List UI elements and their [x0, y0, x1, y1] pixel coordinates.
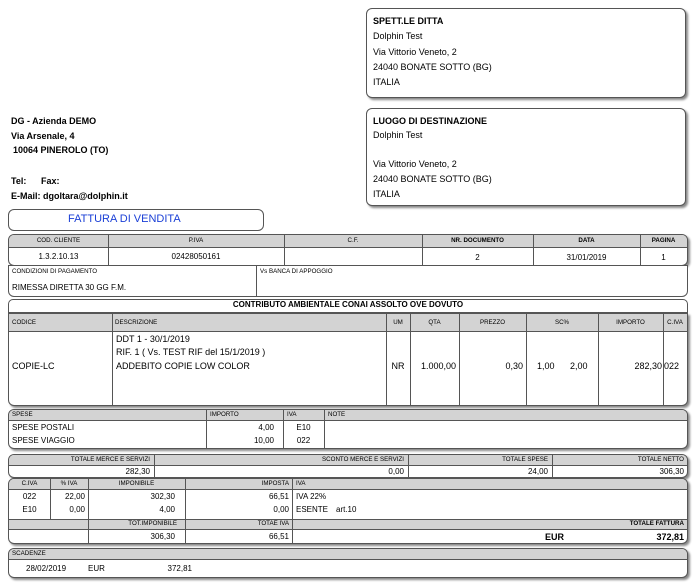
vat-desc-2: ESENTE [296, 505, 329, 514]
payment-value: RIMESSA DIRETTA 30 GG F.M. [12, 283, 127, 292]
vat-civa-1: 022 [22, 492, 37, 501]
spese-label-postali: SPESE POSTALI [12, 423, 75, 432]
hdr-prezzo: PREZZO [479, 319, 506, 326]
doc-title: FATTURA DI VENDITA [68, 213, 181, 225]
hdr-spese-note: NOTE [328, 411, 346, 418]
payment-box [8, 265, 688, 297]
destination-name: Dolphin Test [373, 130, 423, 140]
hdr-sconto: SC% [554, 319, 570, 326]
piva-value: 02428050161 [171, 252, 221, 261]
hdr-importo: IMPORTO [616, 319, 645, 326]
spese-header-row [9, 410, 687, 420]
line-desc-rif: RIF. 1 ( Vs. TEST RIF del 15/1/2019 ) [116, 347, 266, 357]
hdr-descrizione: DESCRIZIONE [115, 319, 158, 326]
grand-currency: EUR [545, 532, 565, 542]
spese-iva-postali: E10 [296, 423, 311, 432]
pagina-value: 1 [661, 253, 666, 262]
destination-street: Via Vittorio Veneto, 2 [373, 159, 457, 169]
recipient-title: SPETT.LE DITTA [373, 16, 444, 26]
conai-note: CONTRIBUTO AMBIENTALE CONAI ASSOLTO OVE DOVUTO [232, 300, 464, 309]
totale-fattura-value: 372,81 [656, 532, 684, 542]
sender-name: DG - Azienda DEMO [11, 116, 97, 126]
vat-extra-2: art.10 [336, 505, 357, 514]
scadenze-date: 28/02/2019 [26, 564, 67, 573]
hdr-pagina: PAGINA [651, 237, 676, 244]
hdr-um: UM [393, 319, 403, 326]
tot-spese-value: 24,00 [527, 467, 548, 476]
tot-merce-value: 282,30 [125, 467, 150, 476]
destination-title: LUOGO DI DESTINAZIONE [373, 116, 488, 126]
hdr-vat-iva: IVA [296, 480, 306, 487]
sender-fax-label: Fax: [41, 176, 60, 186]
scadenze-currency: EUR [88, 564, 105, 573]
sender-street: Via Arsenale, 4 [11, 131, 75, 141]
hdr-piva: P.IVA [188, 237, 204, 244]
tot-sconto-value: 0,00 [388, 467, 404, 476]
spese-importo-viaggio: 10,00 [253, 436, 274, 445]
hdr-nr-documento: NR. DOCUMENTO [451, 237, 504, 244]
line-qta: 1.000,00 [420, 361, 456, 371]
destination-city: 24040 BONATE SOTTO (BG) [373, 174, 492, 184]
vat-perc-2: 0,00 [69, 505, 85, 514]
line-civa: 022 [664, 361, 680, 371]
sender-tel-label: Tel: [11, 176, 27, 186]
line-desc-ddt: DDT 1 - 30/1/2019 [116, 334, 190, 344]
scadenze-amount: 372,81 [167, 564, 192, 573]
line-um: NR [391, 361, 405, 371]
hdr-qta: QTA [428, 319, 441, 326]
hdr-spese-importo: IMPORTO [210, 411, 239, 418]
line-importo: 282,30 [634, 361, 662, 371]
recipient-street: Via Vittorio Veneto, 2 [373, 47, 457, 57]
hdr-civa: C.IVA [667, 319, 683, 326]
hdr-cf: C.F. [347, 237, 359, 244]
nr-documento-value: 2 [475, 253, 480, 262]
sender-email: E-Mail: dgoltara@dolphin.it [11, 191, 128, 201]
line-desc-item: ADDEBITO COPIE LOW COLOR [116, 361, 250, 371]
hdr-vat-perc: % IVA [60, 480, 78, 487]
hdr-vat-imposta: IMPOSTA [261, 480, 289, 487]
hdr-vat-civa: C.IVA [21, 480, 38, 487]
destination-country: ITALIA [373, 189, 400, 199]
line-codice: COPIE-LC [12, 361, 55, 371]
hdr-spese-iva: IVA [287, 411, 297, 418]
hdr-tot-merce: TOTALE MERCE E SERVIZI [70, 456, 150, 463]
payment-label: CONDIZIONI DI PAGAMENTO [12, 268, 98, 275]
tot-imponibile-value: 306,30 [150, 532, 175, 541]
totale-fattura-label: TOTALE FATTURA [629, 520, 684, 527]
hdr-codice: CODICE [12, 319, 37, 326]
hdr-tot-sconto: SCONTO MERCE E SERVIZI [322, 456, 404, 463]
vat-imposta-1: 66,51 [268, 492, 289, 501]
recipient-name: Dolphin Test [373, 31, 423, 41]
vat-civa-2: E10 [22, 505, 37, 514]
hdr-tot-netto: TOTALE NETTO [637, 456, 684, 463]
data-value: 31/01/2019 [566, 253, 607, 262]
cod-cliente-value: 1.3.2.10.13 [38, 252, 79, 261]
hdr-data: DATA [578, 237, 595, 244]
vat-perc-1: 22,00 [64, 492, 85, 501]
recipient-country: ITALIA [373, 77, 400, 87]
spese-label-viaggio: SPESE VIAGGIO [12, 436, 75, 445]
line-prezzo: 0,30 [505, 361, 523, 371]
vat-imposta-2: 0,00 [273, 505, 289, 514]
bank-label: Vs BANCA DI APPOGGIO [260, 268, 333, 275]
vat-desc-1: IVA 22% [296, 492, 327, 501]
vat-imponibile-2: 4,00 [159, 505, 175, 514]
scadenze-label: SCADENZE [12, 550, 46, 557]
totale-iva-label: TOTAE IVA [257, 520, 289, 527]
recipient-city: 24040 BONATE SOTTO (BG) [373, 62, 492, 72]
vat-imponibile-1: 302,30 [150, 492, 175, 501]
tot-imponibile-label: TOT.IMPONIBILE [128, 520, 177, 527]
scadenze-header-row [9, 549, 687, 559]
spese-iva-viaggio: 022 [296, 436, 311, 445]
sender-city: 10064 PINEROLO (TO) [13, 145, 109, 155]
hdr-vat-imponibile: IMPONIBILE [118, 480, 155, 487]
hdr-tot-spese: TOTALE SPESE [502, 456, 548, 463]
hdr-cod-cliente: COD. CLIENTE [36, 237, 81, 244]
tot-netto-value: 306,30 [659, 467, 684, 476]
line-sconto-1: 1,00 [537, 361, 555, 371]
totale-iva-value: 66,51 [268, 532, 289, 541]
hdr-spese: SPESE [12, 411, 33, 418]
line-sconto-2: 2,00 [570, 361, 588, 371]
spese-importo-postali: 4,00 [258, 423, 274, 432]
